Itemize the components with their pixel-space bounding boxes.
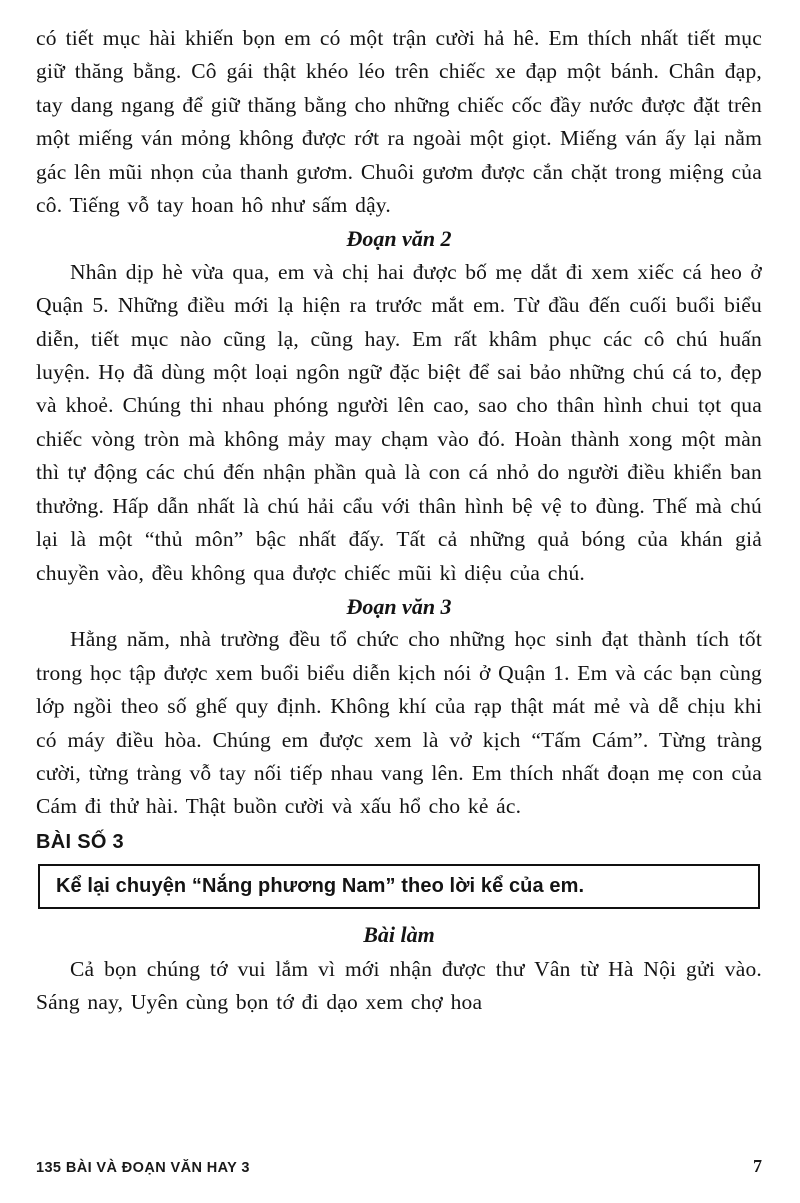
paragraph-doan-van-3: Hằng năm, nhà trường đều tổ chức cho những học sinh đạt thành tích tốt trong học tập được xem buổi biểu diễn kịch nói ở Quận 1. Em và các bạn cùng lớp ngồi theo số ghế quy định. Không khí của rạp thật mát mẻ và dễ chịu khi có máy điều hòa. Chúng em được xem là vở kịch “Tấm Cám”. Từng tràng cười, từng tràng vỗ tay nối tiếp nhau vang lên. Em thích nhất đoạn mẹ con của Cám đi thử hài. Thật buồn cười và xấu hổ cho kẻ ác. <box>36 627 762 819</box>
page-footer <box>36 1156 762 1177</box>
paragraph-bai-lam: Cả bọn chúng tớ vui lắm vì mới nhận được thư Vân từ Hà Nội gửi vào. Sáng nay, Uyên cùng bọn tớ đi dạo xem chợ hoa <box>36 956 762 1015</box>
paragraph-doan-van-2: Nhân dịp hè vừa qua, em và chị hai được bố mẹ dắt đi xem xiếc cá heo ở Quận 5. Những điều mới lạ hiện ra trước mắt em. Từ đầu đến cuối buổi biểu diễn, tiết mục nào cũng lạ, cũng hay. Em rất khâm phục các cô chú huấn luyện. Họ đã dùng một loại ngôn ngữ đặc biệt để sai bảo những chú cá to, đẹp và khoẻ. Chúng thi nhau phóng người lên cao, sao cho thân hình chui tọt qua chiếc vòng tròn mà không mảy may chạm vào đó. Hoàn thành xong một màn thì tự động các chú đến nhận phần quà là con cá nhỏ do người điều khiển ban thưởng. Hấp dẫn nhất là chú hải cẩu với thân hình bệ vệ to đùng. Thế mà chú lại là một “thủ môn” bậc nhất đấy. Tất cả những quả bóng của khán giả chuyền vào, đều không qua được chiếc mũi kì diệu của chú. <box>36 259 762 585</box>
heading-doan-van-2: Đoạn văn 2 <box>346 226 452 252</box>
footer-page-number: 7 <box>753 1156 762 1176</box>
essay-topic-box: Kể lại chuyện “Nắng phương Nam” theo lời kể của em. <box>38 864 760 909</box>
heading-doan-van-3: Đoạn văn 3 <box>346 593 452 619</box>
heading-bai-lam: Bài làm <box>363 921 435 947</box>
paragraph-continuation: có tiết mục hài khiến bọn em có một trận cười hả hê. Em thích nhất tiết mục giữ thăng bằng. Cô gái thật khéo léo trên chiếc xe đạp một bánh. Chân đạp, tay dang ngang để giữ thăng bằng cho những chiếc cốc đầy nước được đặt trên một miếng ván mỏng không được rớt ra ngoài một giọt. Miếng ván ấy lại nằm gác lên mũi nhọn của thanh gươm. Chuôi gươm được cắn chặt trong miệng của cô. Tiếng vỗ tay hoan hô như sấm dậy. <box>36 26 762 218</box>
heading-bai-so-3: BÀI SỐ 3 <box>36 830 124 853</box>
footer-book-title: 135 BÀI VÀ ĐOẠN VĂN HAY 3 <box>36 1160 250 1176</box>
